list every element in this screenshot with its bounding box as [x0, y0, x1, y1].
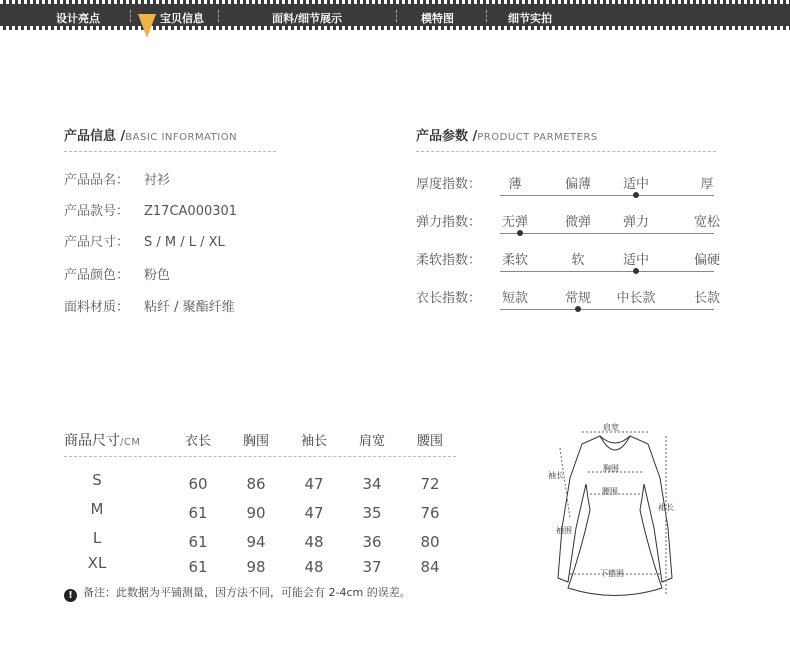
table-column-header: 腰围: [416, 434, 444, 449]
table-column-header: 肩宽: [358, 434, 386, 449]
measurement-note: ! 备注：此数据为平铺测量，因方法不同，可能会有 2-4cm 的误差。: [64, 584, 411, 602]
param-option: 无弹: [501, 215, 529, 230]
param-option: 柔软: [501, 253, 529, 268]
divider: [416, 151, 716, 152]
table-cell: 37: [362, 558, 382, 576]
product-params-title: 产品参数 /PRODUCT PARMETERS: [416, 129, 598, 144]
info-row-sizes: 产品尺寸： S / M / L / XL: [64, 235, 225, 250]
nav-item-fabric-details[interactable]: 面料/细节展示: [272, 12, 343, 25]
param-scale-line: [500, 195, 714, 196]
param-option: 厚: [700, 177, 714, 192]
table-cell: 90: [246, 504, 266, 522]
label-cuff: 袖围: [556, 526, 572, 535]
divider: [64, 151, 276, 152]
dress-measurement-diagram: [540, 418, 690, 603]
table-cell: 86: [246, 475, 266, 493]
param-selected-dot: [633, 268, 639, 274]
param-selected-dot: [633, 192, 639, 198]
param-option: 偏硬: [693, 253, 721, 268]
nav-item-design-highlights[interactable]: 设计亮点: [56, 12, 100, 25]
size-table-title: 商品尺寸/CM: [64, 433, 141, 449]
label-length: 裙长: [658, 503, 674, 512]
label-shoulder: 肩宽: [603, 423, 619, 432]
table-cell: 47: [304, 475, 324, 493]
table-size-label: M: [90, 500, 104, 518]
param-scale-line: [500, 309, 714, 310]
active-nav-pointer-icon: [138, 14, 156, 38]
table-cell: 36: [362, 533, 382, 551]
info-row-sku: 产品款号： Z17CA000301: [64, 204, 238, 219]
param-option: 微弹: [564, 215, 592, 230]
param-selected-dot: [575, 306, 581, 312]
top-nav-bar: [0, 0, 790, 30]
param-option: 适中: [622, 253, 650, 268]
label-chest: 胸围: [603, 464, 619, 473]
param-label: 厚度指数：: [416, 177, 482, 192]
table-cell: 72: [420, 475, 440, 493]
param-label: 弹力指数：: [416, 215, 482, 230]
table-column-header: 袖长: [300, 434, 328, 449]
table-cell: 61: [188, 533, 208, 551]
table-cell: 48: [304, 533, 324, 551]
param-option: 适中: [622, 177, 650, 192]
param-option: 偏薄: [564, 177, 592, 192]
table-cell: 47: [304, 504, 324, 522]
param-option: 软: [571, 253, 585, 268]
table-cell: 76: [420, 504, 440, 522]
warning-icon: !: [64, 589, 77, 602]
table-cell: 84: [420, 558, 440, 576]
param-option: 中长款: [616, 291, 656, 306]
param-option: 薄: [508, 177, 522, 192]
table-column-header: 衣长: [184, 434, 212, 449]
table-size-label: S: [92, 471, 102, 489]
product-info-title: 产品信息 /BASIC INFORMATION: [64, 129, 238, 144]
nav-item-detail-photos[interactable]: 细节实拍: [508, 12, 552, 25]
table-column-header: 胸围: [242, 434, 270, 449]
info-row-name: 产品品名： 衬衫: [64, 173, 171, 188]
label-hem: 下摆围: [600, 569, 624, 578]
info-row-material: 面料材质： 粘纤 / 聚酯纤维: [64, 300, 235, 315]
table-size-label: XL: [87, 554, 107, 572]
param-option: 弹力: [622, 215, 650, 230]
divider: [64, 456, 456, 457]
param-option: 长款: [693, 291, 721, 306]
param-selected-dot: [517, 230, 523, 236]
nav-item-model-photos[interactable]: 模特图: [421, 12, 454, 25]
table-cell: 34: [362, 475, 382, 493]
param-scale-line: [500, 233, 714, 234]
table-size-label: L: [92, 529, 102, 547]
param-scale-line: [500, 271, 714, 272]
info-row-color: 产品颜色： 粉色: [64, 268, 171, 283]
table-cell: 80: [420, 533, 440, 551]
label-sleeve: 袖长: [548, 471, 564, 480]
param-option: 常规: [564, 291, 592, 306]
table-cell: 61: [188, 504, 208, 522]
param-label: 柔软指数：: [416, 253, 482, 268]
table-cell: 48: [304, 558, 324, 576]
table-cell: 94: [246, 533, 266, 551]
table-cell: 35: [362, 504, 382, 522]
param-option: 宽松: [693, 215, 721, 230]
param-option: 短款: [501, 291, 529, 306]
param-label: 衣长指数：: [416, 291, 482, 306]
table-cell: 60: [188, 475, 208, 493]
table-cell: 61: [188, 558, 208, 576]
table-cell: 98: [246, 558, 266, 576]
label-waist: 腰围: [602, 487, 618, 496]
nav-item-product-info[interactable]: 宝贝信息: [160, 12, 204, 25]
